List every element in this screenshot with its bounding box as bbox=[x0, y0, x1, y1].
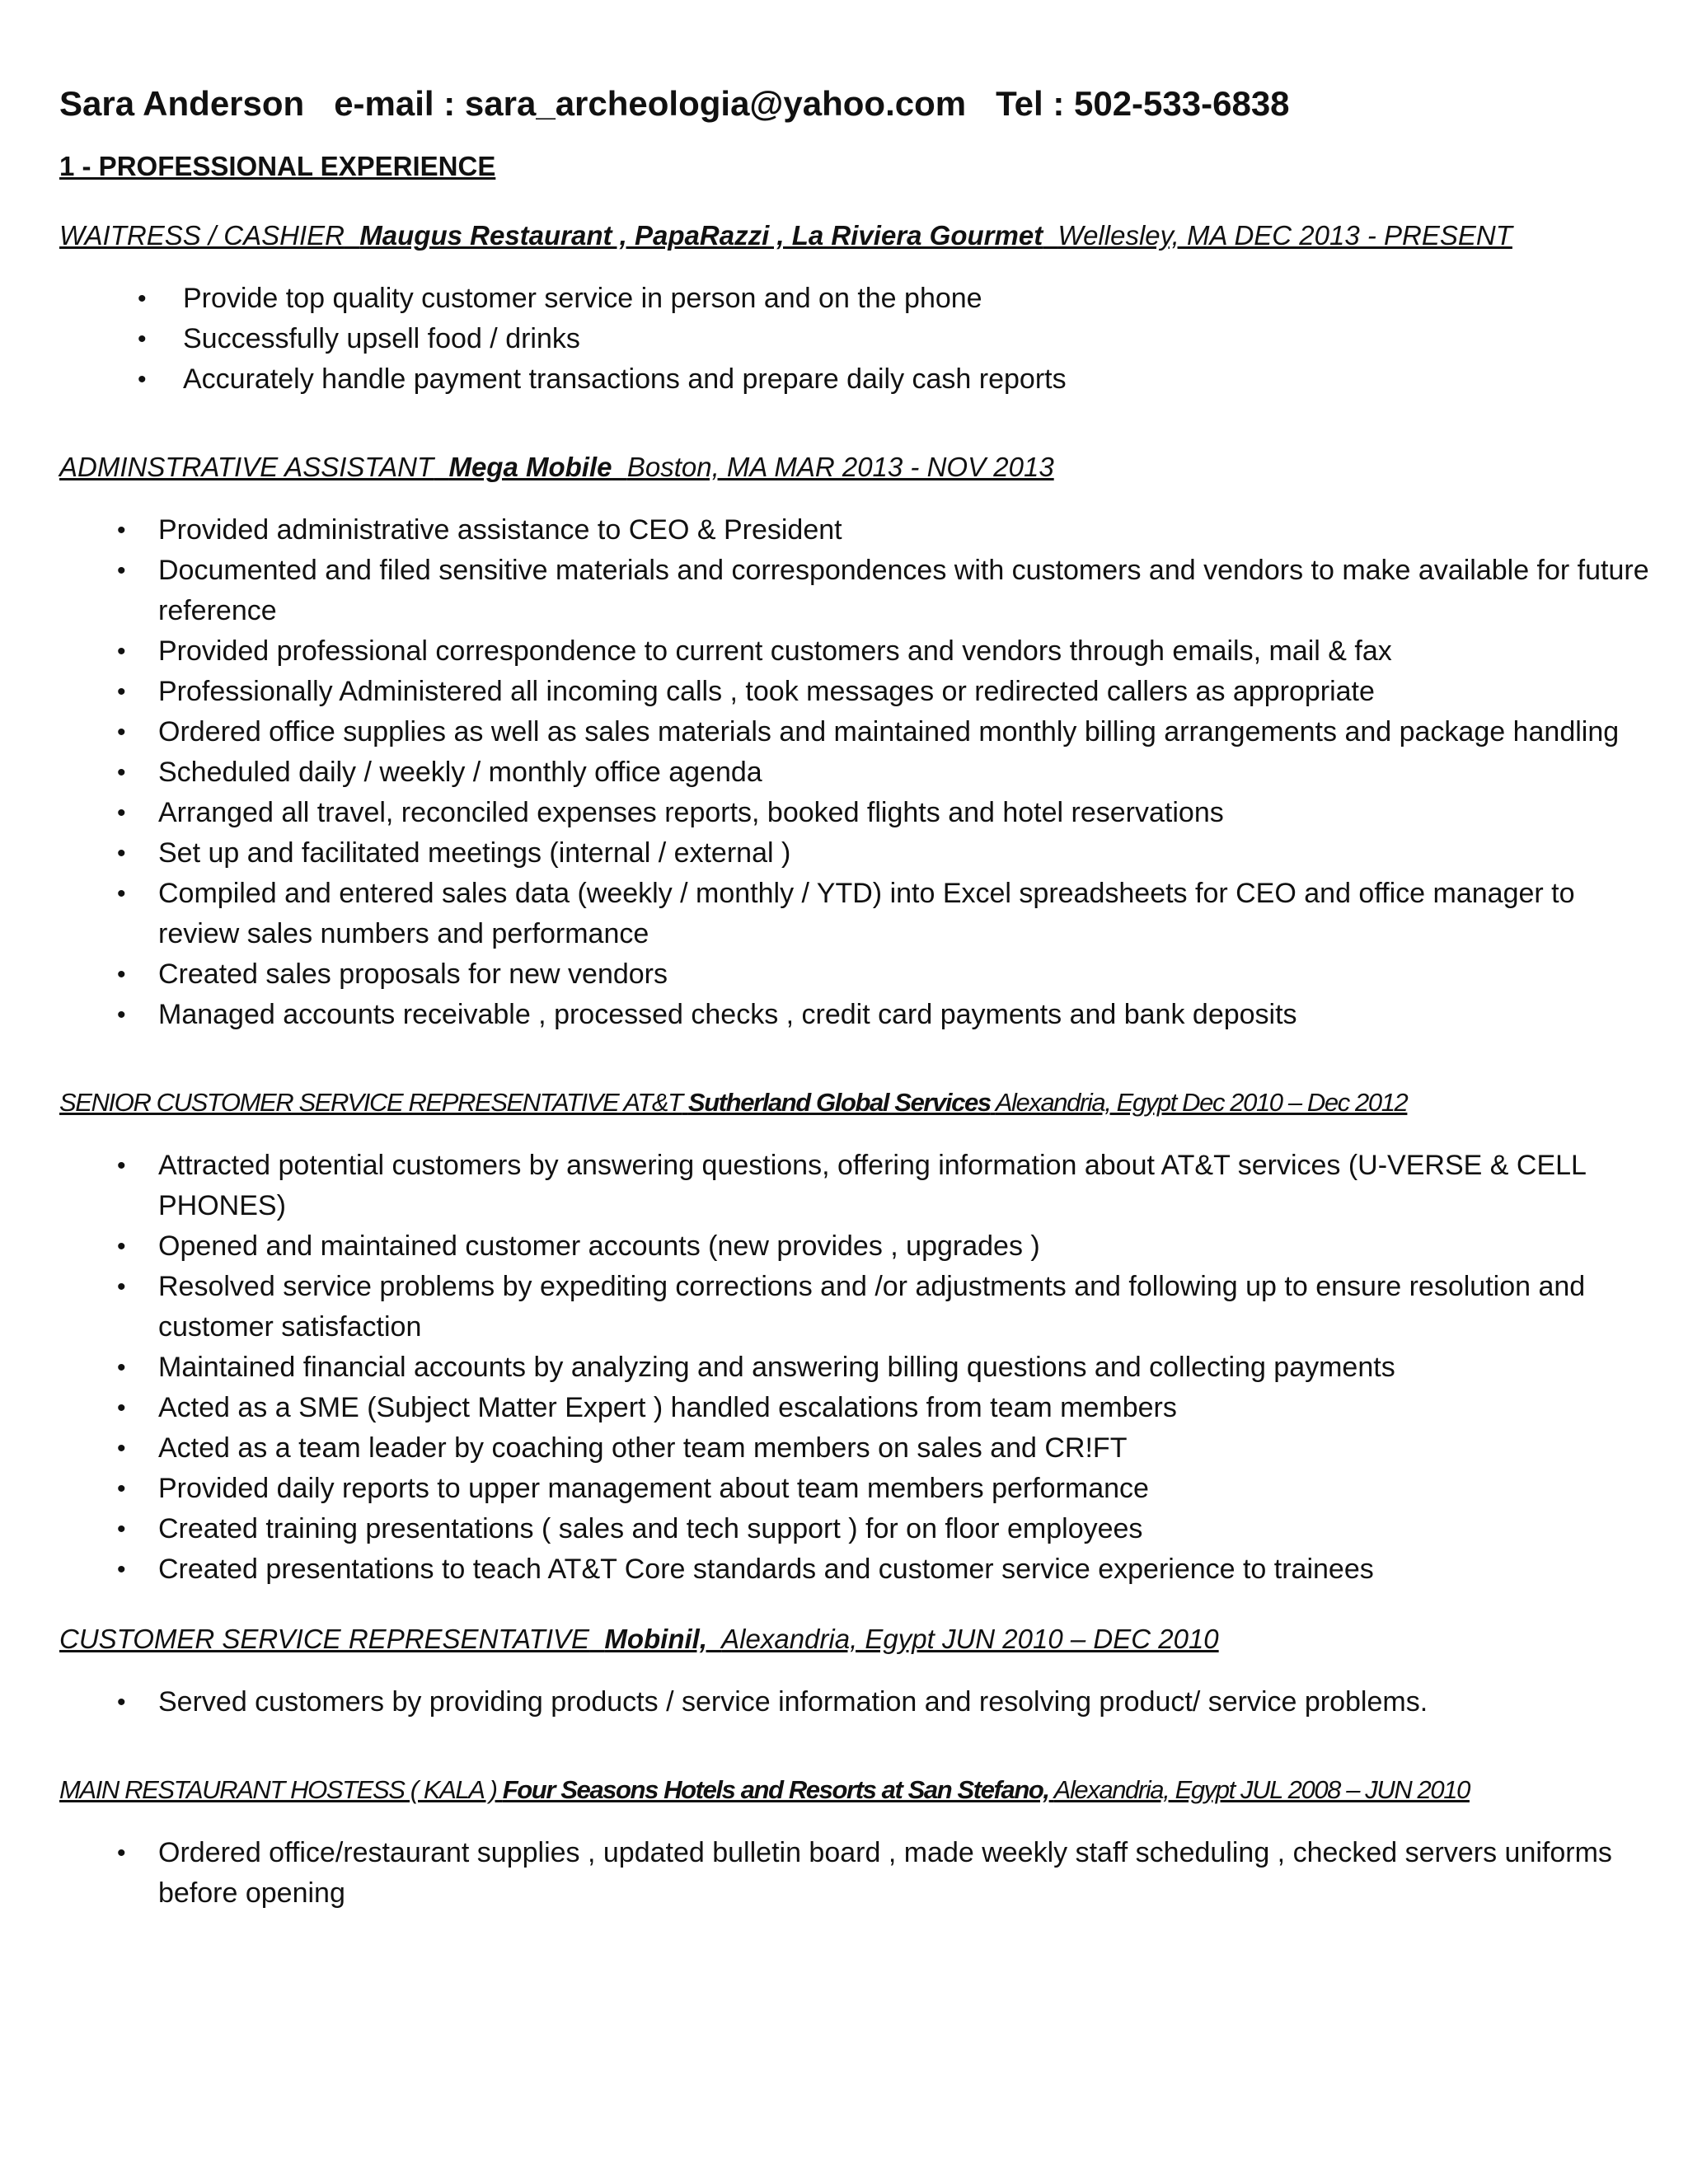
job-entry bbox=[59, 216, 1650, 400]
bullet-item: • Provided administrative assistance to CEO & President bbox=[117, 514, 842, 546]
job-title-line bbox=[59, 1770, 1650, 1810]
bullet-item: • Managed accounts receivable , processed checks , credit card payments and bank deposits bbox=[117, 999, 1297, 1030]
bullet-item: • Created training presentations ( sales and tech support ) for on floor employees bbox=[117, 1513, 1143, 1544]
job-bullet-list bbox=[59, 510, 1650, 1035]
job-entry bbox=[59, 448, 1650, 1035]
bullet-item: • Provide top quality customer service in person and on the phone bbox=[138, 283, 982, 314]
resume-page bbox=[59, 79, 1650, 1914]
bullet-item: • Resolved service problems by expediting corrections and /or adjustments and following up to ensure resolution and customer satisfaction bbox=[117, 1271, 1586, 1343]
bullet-item: • Created sales proposals for new vendors bbox=[117, 958, 668, 990]
job-title-line bbox=[59, 448, 1650, 487]
job-title-line bbox=[59, 1083, 1650, 1122]
job-entry bbox=[59, 1083, 1650, 1590]
job-employer: Four Seasons Hotels and Resorts at San Stefano, bbox=[502, 1775, 1049, 1804]
section-heading-experience: 1 - PROFESSIONAL EXPERIENCE bbox=[59, 151, 496, 181]
job-role: CUSTOMER SERVICE REPRESENTATIVE bbox=[59, 1624, 590, 1654]
bullet-item: • Arranged all travel, reconciled expenses reports, booked flights and hotel reservations bbox=[117, 797, 1224, 828]
job-bullet-list bbox=[59, 1146, 1650, 1590]
bullet-item: • Scheduled daily / weekly / monthly office agenda bbox=[117, 757, 762, 788]
job-role: SENIOR CUSTOMER SERVICE REPRESENTATIVE AT&T bbox=[59, 1088, 682, 1117]
job-role: MAIN RESTAURANT HOSTESS ( KALA ) bbox=[59, 1775, 497, 1804]
job-bullet-list bbox=[59, 279, 1650, 400]
contact-header bbox=[59, 79, 1650, 129]
bullet-item: • Maintained financial accounts by analyzing and answering billing questions and collecting payments bbox=[117, 1352, 1395, 1383]
job-title-line bbox=[59, 216, 1650, 255]
email-address: e-mail : sara_archeologia@yahoo.com bbox=[334, 84, 967, 123]
phone-number: Tel : 502-533-6838 bbox=[996, 84, 1290, 123]
job-details: Alexandria, Egypt JUN 2010 – DEC 2010 bbox=[721, 1624, 1219, 1654]
job-employer: Mega Mobile bbox=[448, 452, 612, 482]
job-details: Alexandria, Egypt JUL 2008 – JUN 2010 bbox=[1053, 1775, 1470, 1804]
job-details: Alexandria, Egypt Dec 2010 – Dec 2012 bbox=[995, 1088, 1408, 1117]
bullet-item: • Acted as a team leader by coaching other team members on sales and CR!FT bbox=[117, 1432, 1128, 1464]
candidate-name: Sara Anderson bbox=[59, 84, 305, 123]
bullet-item: • Created presentations to teach AT&T Core standards and customer service experience to trainees bbox=[117, 1554, 1374, 1585]
job-employer: Sutherland Global Services bbox=[687, 1088, 991, 1117]
job-employer: Mobinil, bbox=[604, 1624, 708, 1654]
job-employer: Maugus Restaurant , PapaRazzi , La Riviera Gourmet bbox=[359, 220, 1043, 251]
job-details: Boston, MA MAR 2013 - NOV 2013 bbox=[626, 452, 1054, 482]
bullet-item: • Documented and filed sensitive materials and correspondences with customers and vendors to make available for future reference bbox=[117, 555, 1649, 626]
bullet-item: • Provided professional correspondence to current customers and vendors through emails, mail & fax bbox=[117, 635, 1392, 667]
job-role: WAITRESS / CASHIER bbox=[59, 220, 345, 251]
bullet-item: • Compiled and entered sales data (weekly / monthly / YTD) into Excel spreadsheets for CEO and office manager to review sales numbers and performance bbox=[117, 878, 1575, 949]
bullet-item: • Attracted potential customers by answering questions, offering information about AT&T services (U-VERSE & CELL PHONES) bbox=[117, 1150, 1586, 1221]
bullet-item: • Provided daily reports to upper management about team members performance bbox=[117, 1473, 1149, 1504]
job-entry bbox=[59, 1619, 1650, 1722]
bullet-item: • Opened and maintained customer accounts (new provides , upgrades ) bbox=[117, 1230, 1040, 1262]
job-bullet-list bbox=[59, 1833, 1650, 1914]
job-role: ADMINSTRATIVE ASSISTANT bbox=[59, 452, 434, 482]
job-entry bbox=[59, 1770, 1650, 1914]
bullet-item: • Professionally Administered all incoming calls , took messages or redirected callers as appropriate bbox=[117, 676, 1375, 707]
bullet-item: • Served customers by providing products / service information and resolving product/ service problems. bbox=[117, 1686, 1428, 1718]
bullet-item: • Set up and facilitated meetings (internal / external ) bbox=[117, 837, 791, 869]
bullet-item: • Ordered office/restaurant supplies , updated bulletin board , made weekly staff scheduling , checked servers uniforms before opening bbox=[117, 1837, 1612, 1909]
job-bullet-list bbox=[59, 1682, 1650, 1722]
bullet-item: • Successfully upsell food / drinks bbox=[138, 323, 580, 354]
job-details: Wellesley, MA DEC 2013 - PRESENT bbox=[1057, 220, 1512, 251]
job-title-line bbox=[59, 1619, 1650, 1659]
bullet-item: • Ordered office supplies as well as sales materials and maintained monthly billing arrangements and package handling bbox=[117, 716, 1620, 748]
bullet-item: • Accurately handle payment transactions and prepare daily cash reports bbox=[138, 363, 1067, 395]
bullet-item: • Acted as a SME (Subject Matter Expert ) handled escalations from team members bbox=[117, 1392, 1177, 1423]
